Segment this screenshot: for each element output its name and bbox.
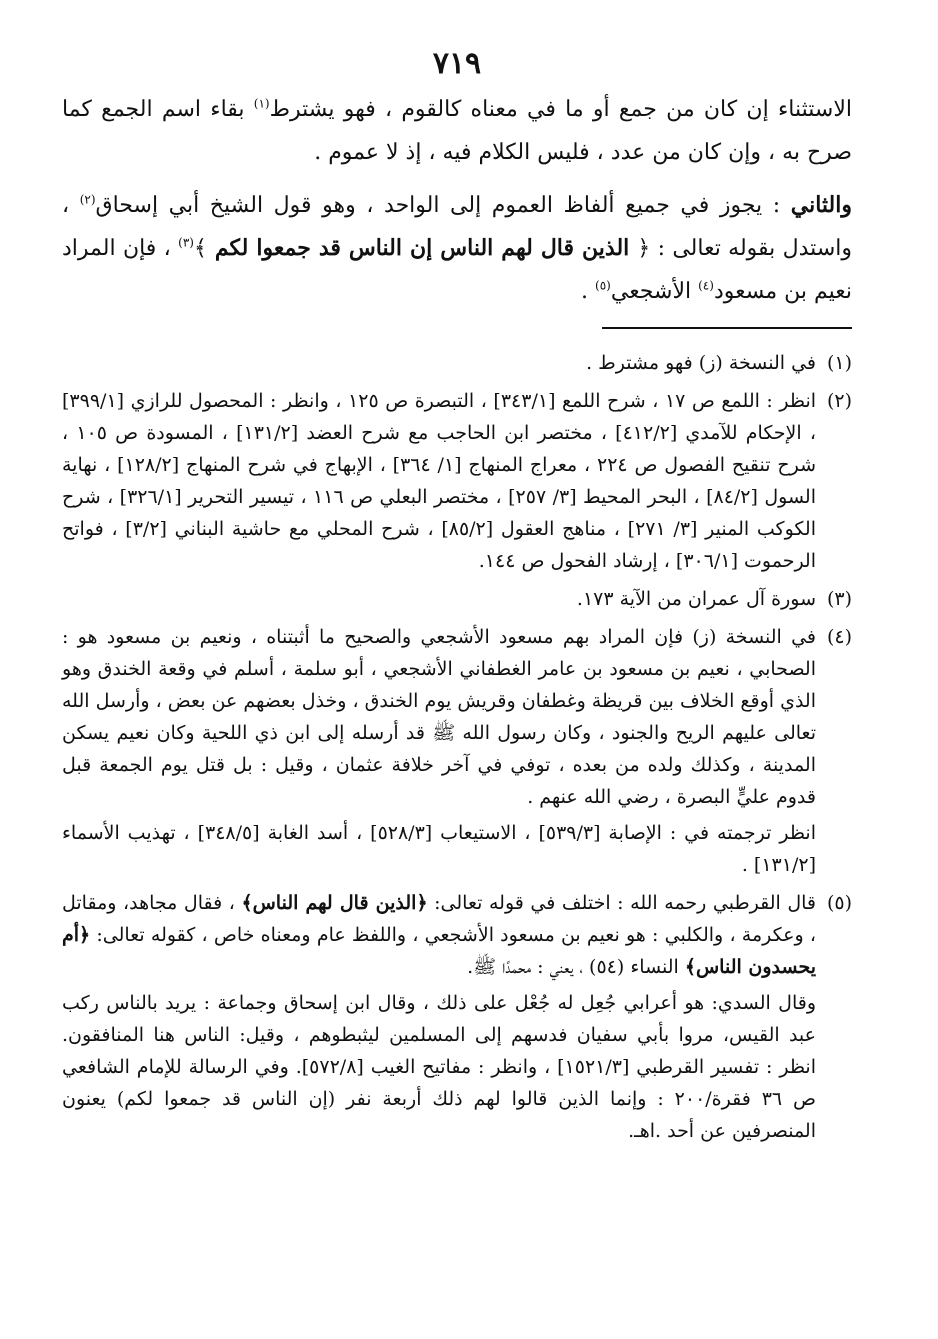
footnote-separator bbox=[602, 327, 852, 329]
footnote-text: في النسخة (ز) فهو مشترط . bbox=[586, 352, 816, 374]
footnote-1 bbox=[62, 347, 852, 379]
footnote-3 bbox=[62, 583, 852, 615]
main-paragraph-2 bbox=[62, 184, 852, 313]
footnote-2 bbox=[62, 385, 852, 577]
paragraph-text: الأشجعي bbox=[610, 279, 699, 304]
quran-quote: ﴿أم يحسدون الناس﴾ bbox=[62, 924, 816, 978]
footnote-text-part: ، فقال مجاهد، ومقاتل ، وعكرمة ، والكلبي : هو نعيم بن مسعود الأشجعي ، واللفظ عام ومعناه خاص ، كقوله تعالى: bbox=[62, 892, 816, 946]
footnote-5 bbox=[62, 887, 852, 1147]
main-paragraph-1 bbox=[62, 88, 852, 174]
paragraph-lead-word: والثاني bbox=[790, 192, 852, 218]
page-number: ٧١٩ bbox=[432, 46, 482, 81]
footnote-body bbox=[62, 621, 816, 881]
paragraph-text: : يجوز في جميع ألفاظ العموم إلى الواحد ، وهو قول الشيخ أبي إسحاق bbox=[95, 193, 791, 218]
footnote-number: (١) bbox=[826, 352, 852, 374]
footnote-text-part: قال القرطبي رحمه الله : اختلف في قوله تعالى: bbox=[427, 892, 816, 914]
book-page bbox=[62, 44, 852, 1153]
quran-verse: الذين قال لهم الناس إن الناس قد جمعوا لكم bbox=[206, 235, 638, 261]
footnote-text: في النسخة (ز) فإن المراد بهم مسعود الأشجعي والصحيح ما أثبتناه ، ونعيم بن مسعود هو : الصحابي ، نعيم بن مسعود بن عامر الغطفاني الأشجعي ، أبو سلمة ، أسلم في وقعة الخندق وهو الذي أوقع الخلاف بين قريظة وغطفان وقريش يوم الخندق ، وخذل بعضهم عن بعض ، وأرسل الله تعالى عليهم الريح والجنود ، وكان رسول الله ﷺ قد أرسله إلى ابن ذي اللحية وكان نعيم يسكن المدينة ، وكذلك ولده من بعده ، توفي في آخر خلافة عثمان ، وقيل : بل قتل يوم الجمعة قبل قدوم عليٍّ البصرة ، رضي الله عنهم . bbox=[62, 626, 816, 808]
footnote-body bbox=[62, 385, 816, 577]
footnote-body bbox=[62, 887, 816, 1147]
paragraph-text: بقاء اسم الجمع كما صرح به ، وإن كان من عدد ، فليس الكلام فيه ، إذ لا عموم . bbox=[62, 97, 852, 165]
quran-open-bracket: ﴿ bbox=[637, 236, 651, 261]
footnote-body bbox=[62, 347, 816, 379]
footnote-number: (٤) bbox=[826, 626, 852, 648]
footnote-number: (٢) bbox=[826, 390, 852, 412]
quran-quote: ﴿الذين قال لهم الناس﴾ bbox=[241, 892, 428, 914]
footnote-ref-5[interactable]: (٥) bbox=[595, 278, 611, 293]
footnote-text-continued: وقال السدي: هو أعرابي جُعِل له جُعْل على ذلك ، وقال ابن إسحاق وجماعة : يريد بالناس ركب عبد القيس، مروا بأبي سفيان فدسهم إلى المسلمين ليثبطوهم ، وقيل: الناس هنا المنافقون. انظر : تفسير القرطبي [١٥٢١/٣] ، وانظر : مفاتيح الغيب [٥٧٢/٨]. وفي الرسالة للإمام الشافعي ص ٣٦ فقرة/٢٠٠ : وإنما الذين قالوا لهم ذلك أربعة نفر (إن الناس قد جمعوا لكم) يعنون المنصرفين عن أحد .اهـ. bbox=[62, 992, 817, 1142]
footnotes bbox=[62, 347, 852, 1147]
footnote-body bbox=[62, 583, 816, 615]
footnote-ref-1[interactable]: (١) bbox=[253, 96, 270, 111]
footnote-ref-4[interactable]: (٤) bbox=[698, 278, 714, 293]
footnote-number: (٥) bbox=[826, 892, 852, 914]
footnote-text: سورة آل عمران من الآية ١٧٣. bbox=[576, 588, 816, 610]
footnote-text: انظر : اللمع ص ١٧ ، شرح اللمع [٣٤٣/١] ، التبصرة ص ١٢٥ ، وانظر : المحصول للرازي [٣٩٩/١] ، الإحكام للآمدي [٤١٢/٢] ، مختصر ابن الحاجب مع شرح العضد [١٣١/٢] ، المسودة ص ١٠٥ ، شرح تنقيح الفصول ص ٢٢٤ ، معراج المنهاج [١/ ٣٦٤] ، الإبهاج في شرح المنهاج [١٢٨/٢] ، نهاية السول [٨٤/٢] ، البحر المحيط [٣/ ٢٥٧] ، مختصر البعلي ص ١١٦ ، تيسير التحرير [٣٢٦/١] ، شرح الكوكب المنير [٣/ ٢٧١] ، مناهج العقول [٨٥/٢] ، شرح المحلي مع حاشية البناني [٣/٢] ، فواتح الرحموت [٣٠٦/١] ، إرشاد الفحول ص ١٤٤. bbox=[62, 390, 817, 572]
footnote-ref-3[interactable]: (٣) bbox=[178, 235, 194, 250]
paragraph-text: ، فإن المراد نعيم بن مسعود bbox=[62, 236, 852, 304]
quran-close-bracket: ﴾ bbox=[193, 236, 207, 261]
footnote-number: (٣) bbox=[826, 588, 852, 610]
paragraph-text: الاستثناء إن كان من جمع أو ما في معناه كالقوم ، فهو يشترط bbox=[269, 97, 852, 122]
footnote-ref-2[interactable]: (٢) bbox=[79, 192, 96, 207]
paragraph-text: ، واستدل بقوله تعالى : bbox=[62, 193, 852, 261]
paragraph-text: . bbox=[581, 279, 596, 304]
footnote-text bbox=[62, 887, 816, 983]
footnote-text-part: النساء (٥٤) ، يعني : محمدًا ﷺ. bbox=[467, 956, 685, 978]
footnote-text-sources: انظر ترجمته في : الإصابة [٥٣٩/٣] ، الاستيعاب [٥٢٨/٣] ، أسد الغابة [٣٤٨/٥] ، تهذيب الأسماء [١٣١/٢] . bbox=[62, 822, 816, 876]
footnote-4 bbox=[62, 621, 852, 881]
